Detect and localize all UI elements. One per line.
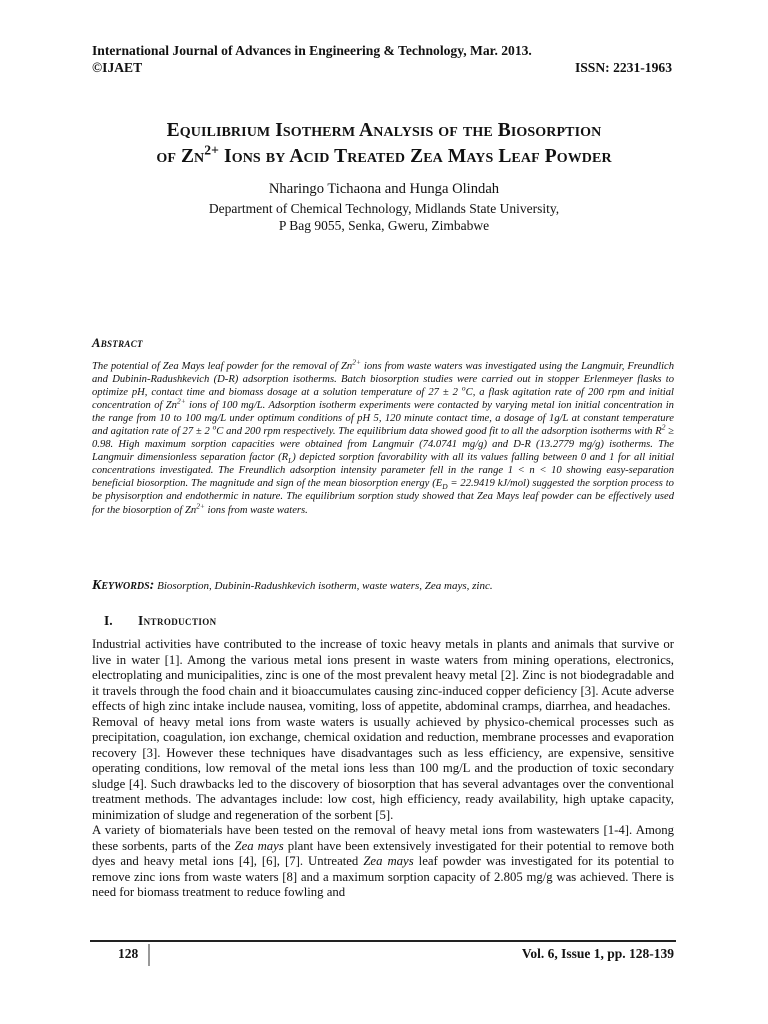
header-line2: [92, 59, 672, 76]
issn: ISSN: 2231-1963: [574, 60, 672, 75]
paragraph-3: A variety of biomaterials have been tested on the removal of heavy metal ions from wastewaters [1-4]. Among these sorbents, parts of the Zea mays plant have been extensively investigated for their potential to remove both dyes and heavy metal ions [4], [6], [7]. Untreated Zea mays leaf powder was investigated for its potential to remove zinc ions from waste waters [8] and a maximum sorption capacity of 2.805 mg/g was achieved. There is need for biomass treatment to reduce fowling and: [92, 823, 674, 899]
keywords-label: Keywords:: [92, 578, 155, 593]
keywords-text: Biosorption, Dubinin-Radushkevich isotherm, waste waters, Zea mays, zinc.: [154, 580, 493, 592]
page-number: 128: [118, 946, 139, 961]
publisher-mark: ©IJAET: [92, 60, 143, 75]
introduction-body: [92, 637, 674, 901]
paragraph-1: Industrial activities have contributed to the increase of toxic heavy metals in plants and animals that survive or live in water [1]. Among the various metal ions present in waste waters from mining operations, electronics, electroplating and municipalities, zinc is one of the most prevalent heavy metal [2]. Zinc is not biodegradable and it travels through the food chain and it bioaccumulates causing zinc-induced copper deficiency [3]. Acute adverse effects of high zinc intake include nausea, vomiting, loss of appetite, abdominal cramps, diarrhea, and headaches.: [92, 637, 674, 713]
journal-name: International Journal of Advances in Engineering & Technology, Mar. 2013.: [92, 43, 532, 58]
keywords: [92, 578, 674, 594]
affiliation-line2: P Bag 9055, Senka, Gweru, Zimbabwe: [278, 218, 490, 233]
section-heading-introduction: [104, 612, 217, 630]
page-number-divider: [148, 944, 150, 966]
affiliation: [80, 200, 688, 234]
paragraph-2: Removal of heavy metal ions from waste waters is usually achieved by physico-chemical processes such as precipitation, coagulation, ion exchange, chemical oxidation and reduction, membrane processes and evaporation recovery [3]. However these techniques have disadvantages such as less efficiency, are expensive, sensitive operating conditions, low removal of the metal ions less than 100 mg/L and the production of toxic secondary sludge [4]. Such drawbacks led to the discovery of biosorption that has several advantages over the conventional treatment methods. The advantages include: low cost, high efficiency, ready availability, high uptake capacity, minimization of sludge and regeneration of the sorbent [5].: [92, 714, 674, 822]
journal-header: [92, 42, 672, 76]
abstract-body: The potential of Zea Mays leaf powder for the removal of $Zn^{2+}$ ions from waste waters was investigated using the Langmuir, Freundlich and Dubinin-Radushkevich (D-R) adsorption isotherms. Batch biosorption studies were carried out in stopper Erlenmeyer flasks to optimize pH, contact time and biomass dosage at a solution temperature of 27 ± 2 $^o$C, a flask agitation rate of 200 rpm and initial concentration of $Zn^{2+}$ ions of 100 mg/L. Adsorption isotherm experiments were contacted by varying metal ion initial concentration in the range from 10 to 100 mg/L under optimum conditions of pH 5, 120 minute contact time, a dosage of 1g/L at constant temperature and agitation rate of 27 ± 2 $^o$C and 200 rpm respectively. The equilibrium data showed good fit to all the adsorption isotherms with $R^2 \ge 0.98$. High maximum sorption capacities were obtained from Langmuir (74.0741 mg/g) and D-R (13.2779 mg/g) isotherms. The Langmuir dimensionless separation factor $(R_L)$ depicted sorption favorability with all its values falling between 0 and 1 for all initial concentrations investigated. The Freundlich adsorption intensity parameter fell in the range 1 < n < 10 showing easy-separation beneficial biosorption. The magnitude and sign of the mean biosorption energy ($E_D = 22.9419$ kJ/mol) suggested the sorption process to be physisorption and endothermic in nature. The equilibrium sorption study showed that Zea Mays leaf powder can be effectively used for the biosorption of $Zn^{2+}$ ions from waste waters.: [92, 357, 675, 516]
title-line1: Equilibrium Isotherm Analysis of the Biosorption: [166, 120, 602, 141]
affiliation-line1: Department of Chemical Technology, Midlands State University,: [208, 201, 560, 216]
paper-title: [80, 118, 688, 170]
abstract-heading: Abstract: [92, 336, 143, 350]
authors: Nharingo Tichaona and Hunga Olindah: [268, 181, 500, 197]
section-title: Introduction: [138, 613, 217, 628]
footer-rule: [90, 940, 676, 942]
title-line2: of $Zn^{2+}$ Ions by Acid Treated Zea Mays Leaf Powder: [156, 142, 612, 167]
section-number: I.: [104, 613, 113, 628]
volume-info: Vol. 6, Issue 1, pp. 128-139: [521, 946, 674, 961]
